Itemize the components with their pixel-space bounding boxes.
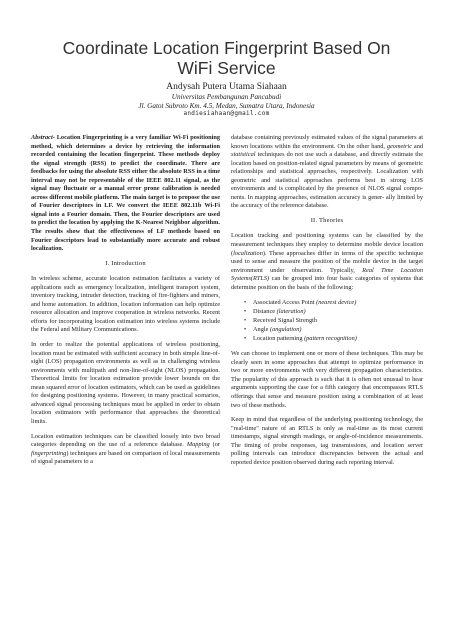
list-item-text: Distance xyxy=(253,308,277,316)
list-item-text: Received Signal Strength xyxy=(253,317,318,325)
list-item-note: (pattern recognition) xyxy=(304,335,357,343)
right-p1-part-a: database containing previously estimated values of the signal parameters at known locations within the environment. On the other hand, xyxy=(231,134,423,150)
intro-paragraph-3 xyxy=(31,433,220,467)
right-paragraph-1 xyxy=(231,134,423,211)
list-item-text: Location patterning xyxy=(253,335,305,343)
address: Jl. Gatot Subroto Km. 4.5, Medan, Sumatra Utara, Indonesia xyxy=(138,101,315,110)
intro-p3-mapping: Mapping xyxy=(186,441,210,449)
right-p1-geometric: geometric xyxy=(386,142,413,150)
theories-p1-rtls: Real Time Location Systems(RTLS) xyxy=(231,266,424,283)
list-item-text: Associated Access Point xyxy=(253,299,317,307)
author-name: Andysah Putera Utama Siahaan xyxy=(166,82,287,92)
intro-p3-part-a: Location estimation techniques can be classified loosely into two broad categories depending on the use of a reference database. xyxy=(31,432,220,449)
left-column xyxy=(31,134,220,473)
intro-p3-part-c: ) techniques are based on comparison of local measurements of signal parameters to a xyxy=(31,449,220,466)
theories-paragraph-3: Keep in mind that regardless of the underlying positioning technology, the "real-time" nature of an RTLS is only as real-time as its most current timestamps, signal strength readings, or angle-of-incidence measurements. The timing of probe responses, tag transmissions, and location server polling intervals can introduce discrepancies between the actual and reported device position observed during each reporting interval. xyxy=(231,416,423,466)
list-item xyxy=(253,325,423,334)
list-item xyxy=(253,316,423,325)
list-item-note: (lateration) xyxy=(276,308,306,316)
abstract-text: Location Fingerprinting is a very familiar Wi-Fi positioning method, which determines a device by retrieving the information recorded containing the location fingerprint. These methods deploy the signal strength (RSS) to predict the coordinate. There are feedbacks for using the absolute RSS either the absolute RSS in a time interval may not be representable of the IEEE 802.11 signal, as the signal may fluctuate or a manual error prone calibration is needed across different mobile platform. The main target is to propose the use of Fourier descriptors in LF. We convert the IEEE 802.11b Wi-Fi signal into a Fourier domain. Then, the Fourier descriptors are used to predict the location by applying the K-Nearest Neighbor algorithm. The results show that the effectiveness of LF methods based on Fourier descriptors lead to substantially more accurate and robust localization. xyxy=(31,134,220,253)
intro-paragraph-2: In order to realize the potential applications of wireless positioning, location must be estimated with sufficient accuracy in both simple line-of-sight (LOS) propagation environments as well as in challenging wireless environments with multipath and non-line-of-sight (NLOS) propagation. Theoretical limits for location estimation provide lower bounds on the mean squared error of location estimators, which can be used as guidelines for designing positioning systems. However, in many practical scenarios, advanced signal processing techniques must be applied in order to obtain location estimators with performance that approaches the theoretical limits. xyxy=(31,341,220,425)
theories-p1-part-a: Location tracking and positioning systems can be classified by the measurement techniques they employ to determine mobile device location ( xyxy=(231,232,423,257)
theories-p1-part-b: ). These approaches differ in terms of the specific technique used to sense and measure the position of the mobile device in the target environment under observation. Typically, xyxy=(231,249,423,274)
paper-title xyxy=(20,38,433,78)
list-item xyxy=(253,334,423,343)
list-item xyxy=(253,298,423,307)
list-item-note: (nearest device) xyxy=(316,299,357,307)
right-p1-statistical: statistical xyxy=(231,151,256,159)
theories-p1-localization: localization xyxy=(233,249,263,257)
author-block xyxy=(20,82,433,118)
intro-p3-part-b: (or xyxy=(209,441,220,449)
theories-paragraph-2: We can choose to implement one or more of these techniques. This may be clearly seen in some approaches that attempt to optimize performance in two or more environments with very different propagation characteristics. The popularity of this approach is such that it is often not unusual to hear arguments supporting the case for a fifth category that encompasses RTLS offerings that sense and measure position using a combination of at least two of these methods. xyxy=(231,350,423,409)
title-line-2: WiFi Service xyxy=(177,58,276,78)
author-email: andiesiahaan@gmail.com xyxy=(183,110,270,118)
abstract xyxy=(31,134,220,254)
section-heading-theories: II. Theories xyxy=(310,216,344,224)
right-column xyxy=(231,134,423,473)
theories-paragraph-1 xyxy=(231,232,423,292)
list-item-text: Angle xyxy=(253,326,270,334)
list-item-note: (angulation) xyxy=(269,326,302,334)
right-p1-part-c: techniques do not use such a database, and directly estimate the location based on position-related signal parameters by means of geometric relationships and statistical approaches, respectively. Localization with geometric and statistical approaches performs best in strong LOS environments and is complicated by the presence of NLOS signal compo- nents. In mapping approaches, estimation accuracy is gener- ally limited by the accuracy of the reference database. xyxy=(231,151,423,210)
rtls-category-list xyxy=(231,298,423,343)
title-line-1: Coordinate Location Fingerprint Based On xyxy=(62,38,391,58)
intro-paragraph-1: In wireless scheme, accurate location estimation facilitates a variety of applications such as emergency localization, intelligent transport system, inventory tracking, intruder detection, tracking of fire-fighters and miners, and home automation. In addition, location information can help optimize resource allocation and improve cooperation in wireless networks. Recent efforts for incorporating location estimation into wireless systems include the Federal and Military Communications. xyxy=(31,275,220,334)
abstract-lead: Abstract- xyxy=(31,134,55,141)
section-heading-introduction: I. Introduction xyxy=(105,259,146,267)
theories-p1-part-c: can be grouped into four basic categories of systems that determine position on the basis of the following: xyxy=(231,275,423,291)
affiliation: Universitas Pembangunan Pancabudi xyxy=(171,93,282,101)
right-p1-part-b: and xyxy=(412,142,423,150)
intro-p3-fingerprinting: fingerprinting xyxy=(31,449,67,457)
list-item xyxy=(253,307,423,316)
